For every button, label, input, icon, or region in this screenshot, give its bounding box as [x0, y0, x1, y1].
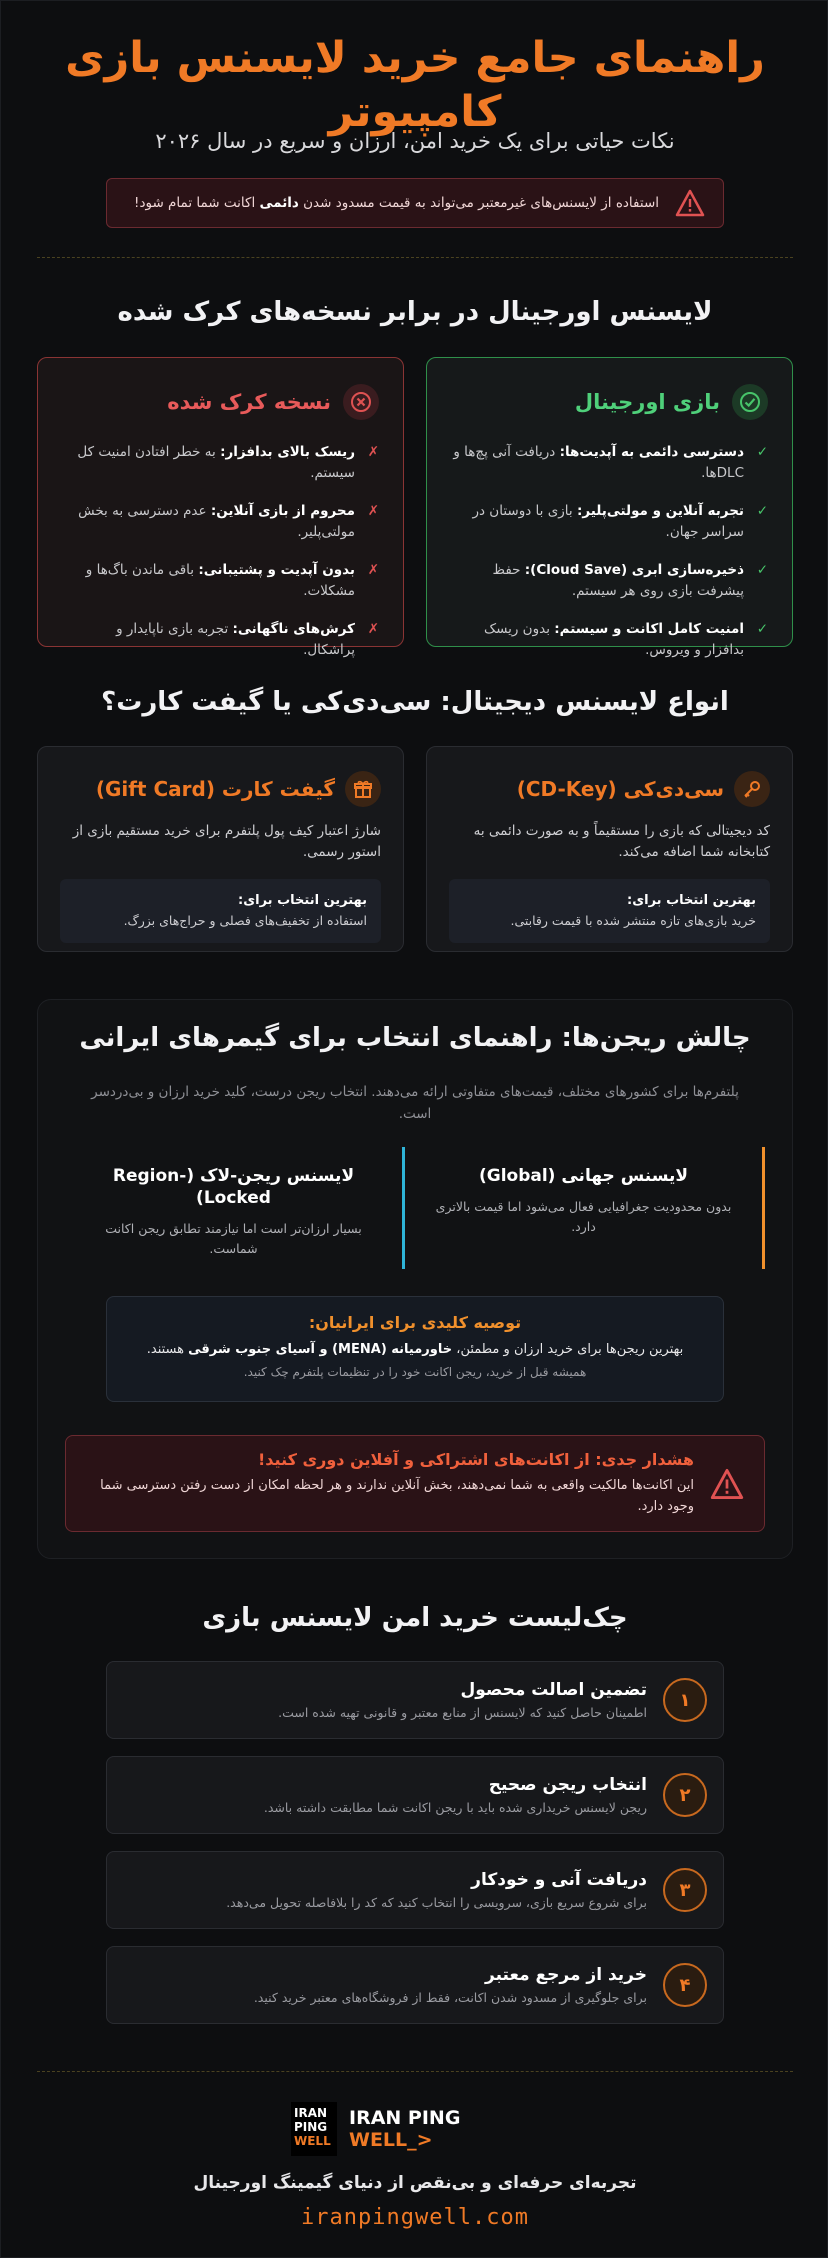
step-title: خرید از مرجع معتبر — [485, 1965, 647, 1985]
brand-logo[interactable] — [291, 2099, 541, 2159]
region-heading: چالش ریجن‌ها: راهنمای انتخاب برای گیمرهای ایرانی — [79, 1023, 751, 1053]
list-item: ✗ ریسک بالای بدافزار: به خطر افتادن امنیت کل سیستم. — [62, 442, 379, 484]
list-item: ✗ بدون آپدیت و پشتیبانی: باقی ماندن باگ‌ها و مشکلات. — [62, 560, 379, 602]
region-global — [405, 1147, 765, 1269]
divider — [37, 2071, 793, 2072]
cracked-card — [37, 357, 404, 658]
step-number: ۴ — [663, 1963, 707, 2007]
x-circle-icon — [343, 384, 379, 420]
step-desc: اطمینان حاصل کنید که لایسنس از منابع معتبر و قانونی تهیه شده است. — [278, 1705, 647, 1720]
warning-desc: این اکانت‌ها مالکیت واقعی به شما نمی‌دهند، بخش آنلاین ندارند و هر لحظه امکان از دست رفتن دسترسی شما وجود دارد. — [100, 1478, 694, 1514]
region-locked-desc: بسیار ارزان‌تر است اما نیازمند تطابق ریجن اکانت شماست. — [105, 1221, 362, 1256]
cdkey-best-box: بهترین انتخاب برای: خرید بازی‌های تازه منتشر شده با قیمت رقابتی. — [449, 879, 770, 943]
warning-title: هشدار جدی: از اکانت‌های اشتراکی و آفلاین دوری کنید! — [258, 1450, 694, 1469]
original-card — [426, 357, 793, 658]
key-icon — [734, 771, 770, 807]
original-card-title: بازی اورجینال — [574, 390, 720, 414]
cross-icon: ✗ — [367, 503, 379, 519]
region-tip-title: توصیه کلیدی برای ایرانیان: — [308, 1313, 522, 1332]
list-item: ✓ تجربه آنلاین و مولتی‌پلیر: بازی با دوستان در سراسر جهان. — [451, 501, 768, 543]
page-title: راهنمای جامع خرید لایسنس بازی کامپیوتر — [65, 33, 765, 137]
list-item: ✓ دسترسی دائمی به آپدیت‌ها: دریافت آنی پچ‌ها و DLCها. — [451, 442, 768, 484]
step-number: ۱ — [663, 1678, 707, 1722]
warning-icon — [675, 189, 705, 217]
shared-account-warning — [65, 1435, 765, 1532]
footer-url-link[interactable]: iranpingwell.com — [301, 2205, 529, 2230]
brand-wordmark: IRAN PING WELL_> — [349, 2107, 461, 2151]
check-icon: ✓ — [756, 444, 768, 460]
list-item: ✗ کرش‌های ناگهانی: تجربه بازی ناپایدار و پراشکال. — [62, 619, 379, 661]
check-circle-icon — [732, 384, 768, 420]
step-number: ۲ — [663, 1773, 707, 1817]
list-item: ✓ امنیت کامل اکانت و سیستم: بدون ریسک بدافزار و ویروس. — [451, 619, 768, 661]
footer-tagline: تجربه‌ای حرفه‌ای و بی‌نقص از دنیای گیمینگ اورجینال — [193, 2173, 637, 2193]
cdkey-card — [426, 746, 793, 952]
step-desc: برای شروع سریع بازی، سرویسی را انتخاب کنید که کد را بلافاصله تحویل می‌دهد. — [226, 1895, 647, 1910]
compare-heading: لایسنس اورجینال در برابر نسخه‌های کرک شده — [117, 297, 713, 327]
check-icon: ✓ — [756, 503, 768, 519]
cdkey-title: سی‌دی‌کی (CD-Key) — [516, 777, 724, 801]
cdkey-desc: کد دیجیتالی که بازی را مستقیماً و به صورت دائمی به کتابخانه شما اضافه می‌کند. — [473, 823, 770, 860]
region-tip-line1: بهترین ریجن‌ها برای خرید ارزان و مطمئن، خاورمیانه (MENA) و آسیای جنوب شرقی هستند. — [146, 1342, 684, 1357]
checklist-step — [106, 1756, 724, 1834]
warning-icon — [710, 1468, 744, 1500]
checklist-step — [106, 1661, 724, 1739]
checklist-heading: چک‌لیست خرید امن لایسنس بازی — [202, 1603, 628, 1633]
divider — [37, 257, 793, 258]
region-tip-line2: همیشه قبل از خرید، ریجن اکانت خود را در تنظیمات پلتفرم چک کنید. — [243, 1365, 587, 1379]
step-title: تضمین اصالت محصول — [460, 1680, 647, 1700]
types-heading: انواع لایسنس دیجیتال: سی‌دی‌کی یا گیفت کارت؟ — [101, 687, 729, 717]
giftcard-desc: شارژ اعتبار کیف پول پلتفرم برای خرید مستقیم بازی از استور رسمی. — [72, 823, 381, 860]
checklist-step — [106, 1851, 724, 1929]
region-desc: پلتفرم‌ها برای کشورهای مختلف، قیمت‌های متفاوتی ارائه می‌دهند. انتخاب ریجن درست، کلید خرید ارزان و بی‌دردسر است. — [91, 1084, 739, 1122]
check-icon: ✓ — [756, 621, 768, 637]
check-icon: ✓ — [756, 562, 768, 578]
top-alert-text: استفاده از لایسنس‌های غیرمعتبر می‌تواند به قیمت مسدود شدن دائمی اکانت شما تمام شود! — [134, 195, 659, 211]
region-global-title: لایسنس جهانی (Global) — [478, 1166, 689, 1186]
giftcard-title: گیفت کارت (Gift Card) — [95, 777, 335, 801]
checklist-step — [106, 1946, 724, 2024]
region-locked-title: لایسنس ریجن-لاک (Region-Locked) — [112, 1166, 355, 1208]
step-title: انتخاب ریجن صحیح — [488, 1775, 647, 1795]
step-desc: برای جلوگیری از مسدود شدن اکانت، فقط از فروشگاه‌های معتبر خرید کنید. — [253, 1990, 647, 2005]
step-number: ۳ — [663, 1868, 707, 1912]
giftcard-card — [37, 746, 404, 952]
region-global-desc: بدون محدودیت جغرافیایی فعال می‌شود اما قیمت بالاتری دارد. — [435, 1199, 732, 1234]
step-desc: ریجن لایسنس خریداری شده باید با ریجن اکانت شما مطابقت داشته باشد. — [263, 1800, 647, 1815]
region-tip — [106, 1296, 724, 1402]
step-title: دریافت آنی و خودکار — [471, 1870, 647, 1890]
region-locked — [65, 1147, 405, 1269]
cross-icon: ✗ — [367, 621, 379, 637]
logo-mark: IRAN PING WELL — [291, 2102, 337, 2156]
cross-icon: ✗ — [367, 444, 379, 460]
list-item: ✗ محروم از بازی آنلاین: عدم دسترسی به بخش مولتی‌پلیر. — [62, 501, 379, 543]
cracked-card-title: نسخه کرک شده — [167, 390, 331, 414]
gift-icon — [345, 771, 381, 807]
giftcard-best-box: بهترین انتخاب برای: استفاده از تخفیف‌های فصلی و حراج‌های بزرگ. — [60, 879, 381, 943]
cross-icon: ✗ — [367, 562, 379, 578]
list-item: ✓ ذخیره‌سازی ابری (Cloud Save): حفظ پیشرفت بازی روی هر سیستم. — [451, 560, 768, 602]
page-subtitle: نکات حیاتی برای یک خرید امن، ارزان و سریع در سال ۲۰۲۶ — [155, 129, 675, 153]
top-alert — [106, 178, 724, 228]
